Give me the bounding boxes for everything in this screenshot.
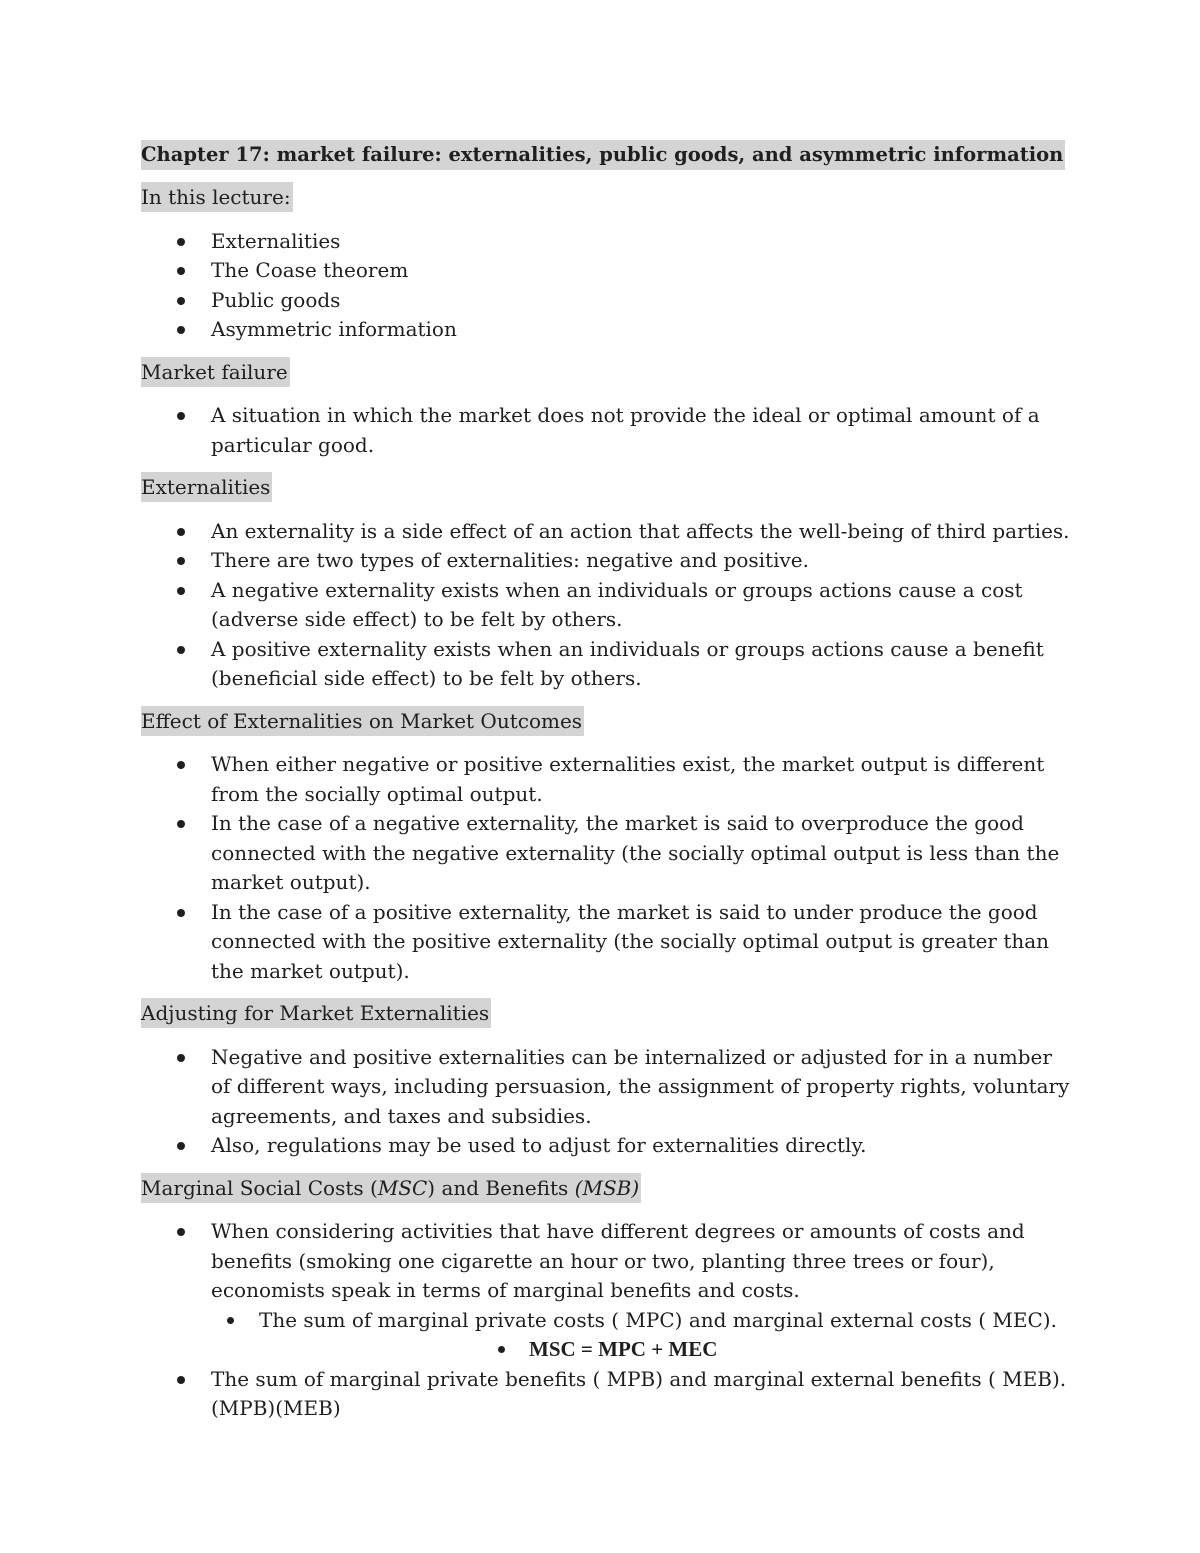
- lecture-topics-list: [141, 227, 1071, 345]
- bullet-icon: [177, 326, 185, 334]
- bullet-icon: [177, 820, 185, 828]
- bullet-icon: [177, 267, 185, 275]
- list-item: When either negative or positive externalities exist, the market output is different from the socially optimal output.: [141, 750, 1071, 809]
- section-heading-lecture: In this lecture:: [141, 182, 293, 212]
- bullet-icon: [177, 412, 185, 420]
- bullet-icon: [498, 1346, 505, 1353]
- bullet-icon: [177, 761, 185, 769]
- list-item: Also, regulations may be used to adjust for externalities directly.: [141, 1131, 1071, 1161]
- bullet-icon: [177, 1228, 185, 1236]
- section-heading-externalities: Externalities: [141, 472, 272, 502]
- section-heading-effect: Effect of Externalities on Market Outcomes: [141, 706, 584, 736]
- adjusting-list: [141, 1043, 1071, 1161]
- bullet-icon: [177, 528, 185, 536]
- document-page: [141, 140, 1071, 1424]
- list-item: In the case of a negative externality, the market is said to overproduce the good connected with the negative externality (the socially optimal output is less than the market output).: [141, 809, 1071, 898]
- list-item: Asymmetric information: [141, 315, 1071, 345]
- section-heading-market-failure: Market failure: [141, 357, 290, 387]
- list-item: Externalities: [141, 227, 1071, 257]
- bullet-icon: [177, 557, 185, 565]
- list-item: When considering activities that have different degrees or amounts of costs and benefits (smoking one cigarette an hour or two, planting three trees or four), economists speak in terms of marginal benefits and costs.: [141, 1217, 1071, 1306]
- market-failure-list: [141, 401, 1071, 460]
- bullet-icon: [177, 297, 185, 305]
- effect-list: [141, 750, 1071, 986]
- bullet-icon: [177, 646, 185, 654]
- bullet-icon: [177, 909, 185, 917]
- list-item: A situation in which the market does not provide the ideal or optimal amount of a particular good.: [141, 401, 1071, 460]
- bullet-icon: [177, 1054, 185, 1062]
- list-item: An externality is a side effect of an action that affects the well-being of third parties.: [141, 517, 1071, 547]
- list-item: A positive externality exists when an individuals or groups actions cause a benefit (beneficial side effect) to be felt by others.: [141, 635, 1071, 694]
- bullet-icon: [177, 238, 185, 246]
- section-heading-adjusting: Adjusting for Market Externalities: [141, 998, 491, 1028]
- list-item: The sum of marginal private benefits ( MPB) and marginal external benefits ( MEB). (MPB)(MEB): [141, 1365, 1071, 1424]
- section-heading-msc: Marginal Social Costs (MSC) and Benefits (MSB): [141, 1173, 641, 1203]
- list-item: There are two types of externalities: negative and positive.: [141, 546, 1071, 576]
- msc-list: [141, 1217, 1071, 1424]
- list-item: In the case of a positive externality, the market is said to under produce the good connected with the positive externality (the socially optimal output is greater than the market output).: [141, 898, 1071, 987]
- bullet-icon: [177, 587, 185, 595]
- sub-list-item: The sum of marginal private costs ( MPC) and marginal external costs ( MEC).: [141, 1306, 1071, 1336]
- list-item: Negative and positive externalities can be internalized or adjusted for in a number of different ways, including persuasion, the assignment of property rights, voluntary agreements, and taxes and subsidies.: [141, 1043, 1071, 1132]
- bullet-icon: [177, 1142, 185, 1150]
- externalities-list: [141, 517, 1071, 694]
- chapter-title: Chapter 17: market failure: externalities, public goods, and asymmetric information: [141, 140, 1065, 170]
- formula-item: MSC = MPC + MEC: [141, 1335, 1071, 1365]
- bullet-icon: [177, 1376, 185, 1384]
- bullet-icon: [227, 1317, 234, 1324]
- list-item: A negative externality exists when an individuals or groups actions cause a cost (adverse side effect) to be felt by others.: [141, 576, 1071, 635]
- list-item: Public goods: [141, 286, 1071, 316]
- list-item: The Coase theorem: [141, 256, 1071, 286]
